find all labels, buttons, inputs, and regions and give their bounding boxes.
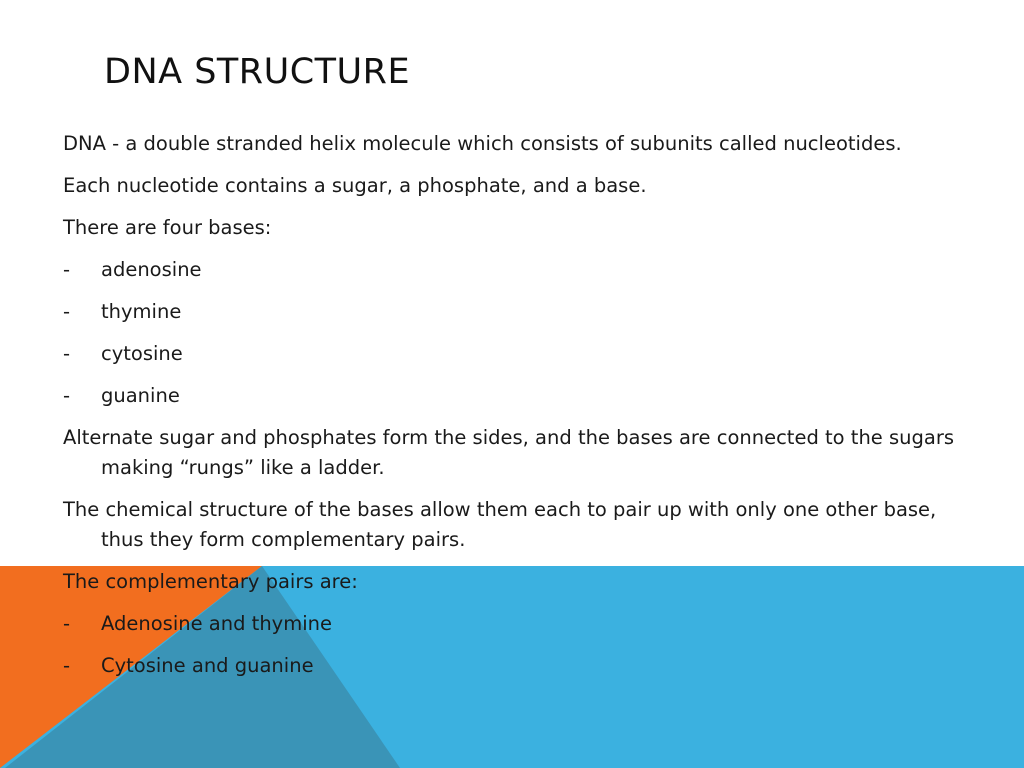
- list-item-text: guanine: [101, 384, 180, 407]
- list-item-pair-cg: [63, 651, 963, 681]
- list-item-guanine: [63, 381, 963, 411]
- paragraph-four-bases: There are four bases:: [63, 216, 272, 239]
- list-item-text: Cytosine and guanine: [101, 654, 314, 677]
- list-item-text: Adenosine and thymine: [101, 612, 332, 635]
- dash-marker: -: [63, 258, 71, 281]
- dash-marker: -: [63, 300, 71, 323]
- slide-body: [63, 129, 963, 693]
- list-item-text: cytosine: [101, 342, 183, 365]
- dash-marker: -: [63, 612, 71, 635]
- list-item-adenosine: [63, 255, 963, 285]
- list-item-pair-at: [63, 609, 963, 639]
- paragraph-dna-definition: DNA - a double stranded helix molecule which consists of subunits called nucleotides.: [63, 132, 902, 155]
- dash-marker: -: [63, 384, 71, 407]
- dash-marker: -: [63, 342, 71, 365]
- list-item-thymine: [63, 297, 963, 327]
- list-item-text: adenosine: [101, 258, 202, 281]
- dash-marker: -: [63, 654, 71, 677]
- paragraph-pairs-heading: The complementary pairs are:: [63, 570, 358, 593]
- paragraph-complementary: The chemical structure of the bases allow them each to pair up with only one other base, thus they form complementary pairs.: [63, 498, 937, 551]
- paragraph-nucleotide: Each nucleotide contains a sugar, a phosphate, and a base.: [63, 174, 647, 197]
- list-item-cytosine: [63, 339, 963, 369]
- list-item-text: thymine: [101, 300, 182, 323]
- paragraph-ladder: Alternate sugar and phosphates form the sides, and the bases are connected to the sugars making “rungs” like a ladder.: [63, 426, 955, 479]
- slide-title: DNA STRUCTURE: [104, 52, 411, 92]
